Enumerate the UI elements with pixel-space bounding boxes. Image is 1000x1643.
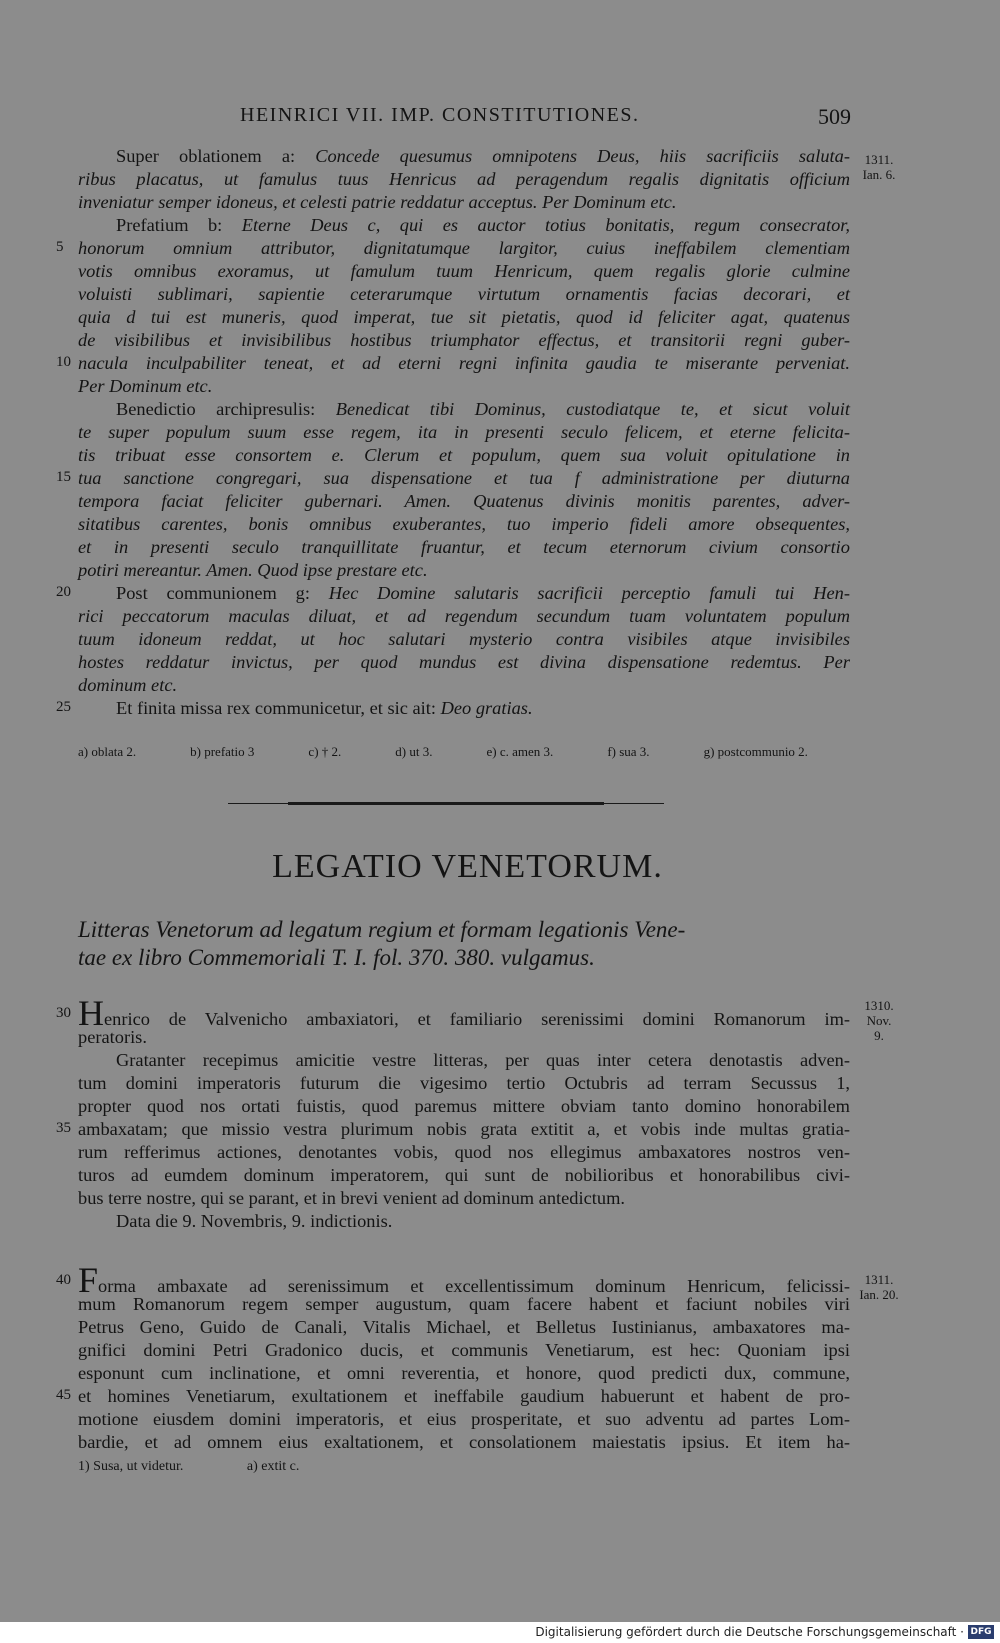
margin-date-day: 9. bbox=[874, 1028, 884, 1043]
text-line bbox=[78, 513, 850, 536]
text-line: gnifici domini Petri Gradonico ducis, et communis Venetiarum, est hec: Quoniam ipsi bbox=[78, 1340, 850, 1360]
text-line: Henrico de Valvenicho ambaxiatori, et familiario serenissimi domini Romanorum im- bbox=[78, 993, 850, 1033]
text-line: mum Romanorum regem semper augustum, quam facere habent et faciunt nobiles viri bbox=[78, 1294, 850, 1314]
text-line bbox=[116, 145, 850, 168]
prayer-text: Deo gratias. bbox=[440, 698, 533, 718]
line-number: 30 bbox=[56, 1005, 71, 1021]
line-number: 15 bbox=[56, 469, 71, 485]
text-line bbox=[78, 674, 850, 697]
line-number: 35 bbox=[56, 1120, 71, 1136]
section-divider bbox=[288, 802, 604, 805]
text-line: esponunt cum inclinatione, et omni reverentia, et honore, quod predicti dux, commune, bbox=[78, 1363, 850, 1383]
text-line: rum refferimus actiones, denotantes vobis, quod nos ellegimus ambaxatores nostros ven- bbox=[78, 1142, 850, 1162]
prayer-text: et in presenti seculo tranquillitate fruantur, et tecum eternorum civium consortio bbox=[78, 537, 850, 557]
prayer-text: Concede quesumus omnipotens Deus, hiis sacrificiis saluta- bbox=[315, 146, 850, 166]
text-line bbox=[78, 283, 850, 306]
line-number: 40 bbox=[56, 1272, 71, 1288]
prayer-text: hostes reddatur invictus, per quod mundus est divina dispensatione redemtus. Per bbox=[78, 652, 850, 672]
text-line bbox=[78, 352, 850, 375]
text-line bbox=[78, 467, 850, 490]
prayer-text: Per Dominum etc. bbox=[78, 376, 213, 396]
text-line: bardie, et ad omnem eius exaltationem, et consolationem maiestatis ipsius. Et item ha- bbox=[78, 1432, 850, 1452]
prayer-text: tua sanctione congregari, sua dispensatione et tua f administratione per diuturna bbox=[78, 468, 850, 488]
prayer-text: tempora faciat feliciter gubernari. Amen. Quatenus divinis monitis parentes, adver- bbox=[78, 491, 850, 511]
section-intro-line: tae ex libro Commemoriali T. I. fol. 370. 380. vulgamus. bbox=[78, 945, 595, 970]
footnote: 1) Susa, ut videtur. bbox=[78, 1459, 184, 1474]
prayer-text: tuum idoneum reddat, ut hoc salutari mysterio contra visibiles atque invisibiles bbox=[78, 629, 850, 649]
footnote: a) oblata 2. bbox=[78, 744, 137, 759]
footnotes-part1 bbox=[78, 744, 808, 760]
text-line: bus terre nostre, qui se parant, et in brevi venient ad dominum antedictum. bbox=[78, 1188, 625, 1208]
footnote: d) ut 3. bbox=[395, 744, 433, 759]
running-title: HEINRICI VII. IMP. CONSTITUTIONES. bbox=[240, 104, 640, 126]
margin-date-year: 1311. bbox=[864, 1272, 894, 1287]
footnote: a) extit c. bbox=[246, 1459, 300, 1474]
footnote: f) sua 3. bbox=[607, 744, 650, 759]
section-title: LEGATIO VENETORUM. bbox=[272, 848, 663, 885]
text-line bbox=[78, 605, 850, 628]
text-line bbox=[78, 306, 850, 329]
prayer-text: rici peccatorum maculas diluat, et ad regendum secundum tuam voluntatem populum bbox=[78, 606, 850, 626]
prayer-text: voluisti sublimari, sapientie ceterarumque virtutum ornamentis facias decorari, et bbox=[78, 284, 850, 304]
text-line bbox=[78, 329, 850, 352]
footnote: b) prefatio 3 bbox=[190, 744, 255, 759]
margin-date-year: 1310. bbox=[864, 998, 894, 1013]
line-number: 10 bbox=[56, 354, 71, 370]
text-line bbox=[116, 398, 850, 421]
text-line bbox=[78, 237, 850, 260]
footnotes-part3 bbox=[78, 1459, 578, 1475]
rubric-label: Prefatium b: bbox=[116, 215, 242, 235]
initial-letter: H bbox=[78, 993, 104, 1033]
prayer-text: sitatibus carentes, bonis omnibus exuberantes, tuo imperio fideli amore obsequentes, bbox=[78, 514, 850, 534]
text-line bbox=[116, 697, 850, 720]
text-line: tum domini imperatoris futurum die vigesimo tertio Octubris ad terram Secussus 1, bbox=[78, 1073, 850, 1093]
rubric-label: Et finita missa rex communicetur, et sic ait: bbox=[116, 698, 441, 718]
prayer-text: Benedicat tibi Dominus, custodiatque te, et sicut voluit bbox=[335, 399, 850, 419]
text-line: motione eiusdem domini imperatoris, et eius prosperitate, et suo adventu ad partes Lom- bbox=[78, 1409, 850, 1429]
prayer-text: quia d tui est muneris, quod imperat, tue sit pietatis, quod id feliciter agat, quatenus bbox=[78, 307, 850, 327]
prayer-text: dominum etc. bbox=[78, 675, 178, 695]
line-number: 25 bbox=[56, 699, 71, 715]
digitization-footer bbox=[0, 1622, 1000, 1643]
margin-date-year: 1311. bbox=[864, 152, 894, 167]
text-line: propter quod nos ortati fuistis, quod paremus mittere obviam tanto domino honorabilem bbox=[78, 1096, 850, 1116]
text-line bbox=[78, 559, 850, 582]
margin-date bbox=[856, 1272, 902, 1302]
text-line: et homines Venetiarum, exultationem et ineffabile gaudium habuerunt et habent de pro- bbox=[78, 1386, 850, 1406]
funding-credit: Digitalisierung gefördert durch die Deutsche Forschungsgemeinschaft · bbox=[535, 1625, 964, 1639]
text-line bbox=[116, 582, 850, 605]
rubric-label: Super oblationem a: bbox=[116, 146, 316, 166]
text-line bbox=[78, 444, 850, 467]
footnote: e) c. amen 3. bbox=[486, 744, 554, 759]
margin-date bbox=[856, 152, 902, 182]
text-line: Gratanter recepimus amicitie vestre litteras, per quas inter cetera denotastis adven- bbox=[116, 1050, 850, 1070]
text-line bbox=[78, 490, 850, 513]
text-line bbox=[78, 191, 850, 214]
text-line: Data die 9. Novembris, 9. indictionis. bbox=[116, 1211, 393, 1231]
prayer-text: ribus placatus, ut famulus tuus Henricus ad peragendum regalis dignitatis officium bbox=[78, 169, 850, 189]
prayer-text: inveniatur semper idoneus, et celesti patrie reddatur acceptus. Per Dominum etc. bbox=[78, 192, 677, 212]
prayer-text: votis omnibus exoramus, ut famulum tuum Henricum, quem regalis glorie culmine bbox=[78, 261, 850, 281]
margin-date-day: Ian. 6. bbox=[862, 167, 896, 182]
section-intro-line: Litteras Venetorum ad legatum regium et formam legationis Vene- bbox=[78, 917, 686, 942]
footnote: c) † 2. bbox=[308, 744, 342, 759]
margin-date-month: Nov. bbox=[866, 1013, 892, 1028]
text-line bbox=[78, 536, 850, 559]
initial-letter: F bbox=[78, 1260, 99, 1300]
prayer-text: honorum omnium attributor, dignitatumque largitor, cuius ineffabilem clementiam bbox=[78, 238, 850, 258]
text-line: ambaxatam; que missio vestra plurimum nobis grata extitit a, et vobis inde multas gratia- bbox=[78, 1119, 850, 1139]
text-line bbox=[78, 168, 850, 191]
text-line bbox=[116, 214, 850, 237]
line-number: 20 bbox=[56, 584, 71, 600]
text-line bbox=[78, 260, 850, 283]
text-line: Forma ambaxate ad serenissimum et excellentissimum dominum Henricum, felicissi- bbox=[78, 1260, 850, 1300]
prayer-text: te super populum suum esse regem, ita in presenti seculo felicem, et eterne felicita- bbox=[78, 422, 850, 442]
footnote: g) postcommunio 2. bbox=[703, 744, 808, 759]
prayer-text: Hec Domine salutaris sacrificii perceptio famuli tui Hen- bbox=[328, 583, 850, 603]
text-line bbox=[78, 375, 850, 398]
line-number: 5 bbox=[56, 239, 64, 255]
margin-date-day: Ian. 20. bbox=[859, 1287, 899, 1302]
prayer-text: potiri mereantur. Amen. Quod ipse prestare etc. bbox=[78, 560, 428, 580]
prayer-text: nacula inculpabiliter teneat, et ad eterni regni infinita gaudia te miserante perveniat. bbox=[78, 353, 850, 373]
rubric-label: Benedictio archipresulis: bbox=[116, 399, 336, 419]
dfg-logo-icon: DFG bbox=[968, 1625, 994, 1639]
margin-date bbox=[856, 998, 902, 1043]
rubric-label: Post communionem g: bbox=[116, 583, 329, 603]
prayer-text: Eterne Deus c, qui es auctor totius bonitatis, regum consecrator, bbox=[241, 215, 851, 235]
text-line: Petrus Geno, Guido de Canali, Vitalis Michael, et Belletus Iustinianus, ambaxatores ma- bbox=[78, 1317, 850, 1337]
text-line bbox=[78, 628, 850, 651]
text-line bbox=[78, 651, 850, 674]
text-line bbox=[78, 421, 850, 444]
prayer-text: de visibilibus et invisibilibus hostibus triumphator effectus, et transitorii regni guber- bbox=[78, 330, 850, 350]
text-line: turos ad eumdem dominum imperatorem, qui sunt de nobilioribus et honorabilibus civi- bbox=[78, 1165, 850, 1185]
page-number: 509 bbox=[818, 104, 851, 129]
prayer-text: tis tribuat esse consortem e. Clerum et populum, quem sua voluit opitulatione in bbox=[78, 445, 850, 465]
text-line: peratoris. bbox=[78, 1027, 147, 1047]
line-number: 45 bbox=[56, 1387, 71, 1403]
